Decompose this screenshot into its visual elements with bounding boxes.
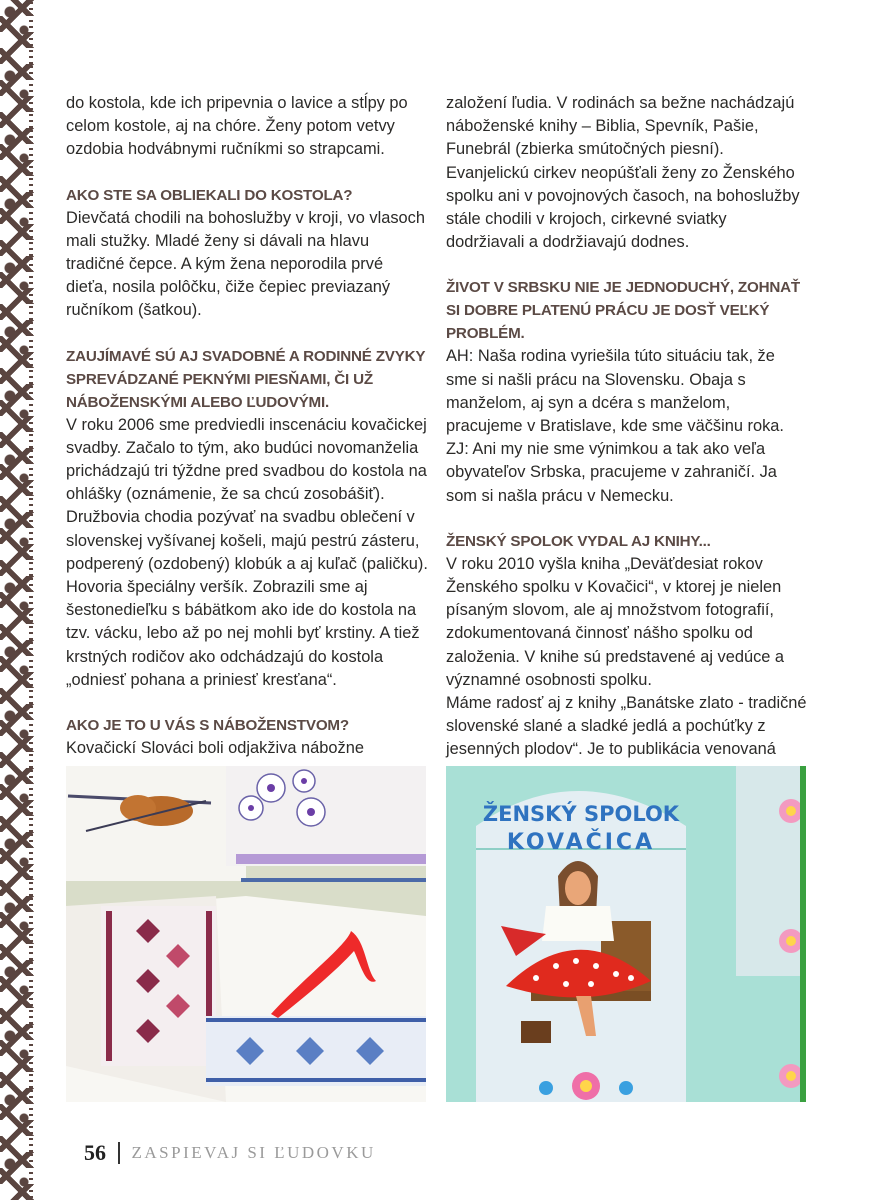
basket xyxy=(521,1021,551,1043)
paragraph: Kovačickí Slováci boli odjakživa nábožne xyxy=(66,739,364,758)
paragraph: ZJ: Ani my nie sme výnimkou a tak ako veľa obyvateľov Srbska, pracujeme v zahraničí. Ja som si našla prácu v Nemecku. xyxy=(446,440,777,505)
section-heading: AKO STE SA OBLIEKALI DO KOSTOLA? xyxy=(66,186,353,204)
mural-illustration xyxy=(446,766,806,1102)
mural-title-line2: KOVAČICA xyxy=(506,830,656,855)
section-heading: ŽIVOT V SRBSKU NIE JE JEDNODUCHÝ, ZOHNAŤ SI DOBRE PLATENÚ PRÁCU JE DOSŤ VEĽKÝ PROBLÉM. xyxy=(446,279,801,343)
paragraph: do kostola, kde ich pripevnia o lavice a stĺpy po celom kostole, aj na chóre. Ženy potom vetvy ozdobia hodvábnymi ručníkmi so strapcami. xyxy=(66,94,408,159)
paragraph: Máme radosť aj z knihy „Banátske zlato - tradičné slovenské slané a sladké jedlá a pochúťky z jesenných plodov“. Je to publikácia venovaná xyxy=(446,694,807,759)
embroidery-photo xyxy=(66,766,426,1102)
footer-divider xyxy=(118,1142,120,1164)
paragraph: V roku 2010 vyšla kniha „Deväťdesiat rokov Ženského spolku v Kovačici“, v ktorej je nielen písaným slovom, ale aj množstvom fotografií, zdokumentovaná činnosť nášho spolku od založenia. V knihe sú predstavené aj vedúce a významné osobnosti spolku. xyxy=(446,554,785,689)
page-footer xyxy=(84,1140,376,1166)
mural-title-line1: ŽENSKÝ SPOLOK xyxy=(482,802,680,826)
page-number: 56 xyxy=(84,1140,106,1165)
mural-photo xyxy=(446,766,806,1102)
section-heading: AKO JE TO U VÁS S NÁBOŽENSTVOM? xyxy=(66,717,349,735)
left-column xyxy=(66,92,428,760)
publication-title: ZASPIEVAJ SI ĽUDOVKU xyxy=(131,1143,376,1162)
embroidery-illustration xyxy=(66,766,426,1102)
section-heading: ŽENSKÝ SPOLOK VYDAL AJ KNIHY... xyxy=(446,532,711,550)
paragraph: založení ľudia. V rodinách sa bežne nachádzajú náboženské knihy – Biblia, Spevník, Pašie, Funebrál (zbierka smútočných piesní). Evanjelickú cirkev neopúšťali ženy zo Ženského spolku ani v povojnových časoch, na bohoslužby stále chodili v krojoch, cirkevné sviatky dodržiavali a dodržiavajú dodnes. xyxy=(446,94,800,252)
folk-embroidery-border xyxy=(0,0,34,1200)
paragraph: Dievčatá chodili na bohoslužby v kroji, vo vlasoch mali stužky. Mladé ženy si dávali na hlavu tradičné čepce. A kým žena neporodila prvé dieťa, nosila polôčku, čiže čepiec previazaný ručníkom (šatkou). xyxy=(66,208,425,320)
blue-embroidered-band xyxy=(206,1016,426,1086)
red-embroidered-band xyxy=(101,906,216,1066)
paragraph: V roku 2006 sme predviedli inscenáciu kovačickej svadby. Začalo to tým, ako budúci novomanželia prichádzajú tri týždne pred svadbou do kostola na ohlášky (oznámenie, že sa chcú zosobášiť). Družbovia chodia pozývať na svadbu oblečení v slovenskej vyšívanej košeli, majú pestrú zásteru, podperený (ozdobený) klobúk a aj kuľač (paličku). Hovoria špeciálny veršík. Zobrazili sme aj šestonedieľku s bábätkom ako ide do kostola na tzv. vácku, lebo až po nej mohli byť krstiny. A tiež krstných rodičov ako odchádzajú do kostola „odniesť pohana a priniesť kresťana“. xyxy=(66,415,428,689)
right-column xyxy=(446,92,808,785)
paragraph: AH: Naša rodina vyriešila túto situáciu tak, že sme si našli prácu na Slovensku. Obaja s manželom, aj syn a dcéra s manželom, pracujeme v Bratislave, kde sme väčšinu roka. xyxy=(446,347,784,436)
section-heading: ZAUJÍMAVÉ SÚ AJ SVADOBNÉ A RODINNÉ ZVYKY SPREVÁDZANÉ PEKNÝMI PIESŇAMI, ČI UŽ NÁBOŽENSKÝMI ALEBO ĽUDOVÝMI. xyxy=(66,347,426,411)
